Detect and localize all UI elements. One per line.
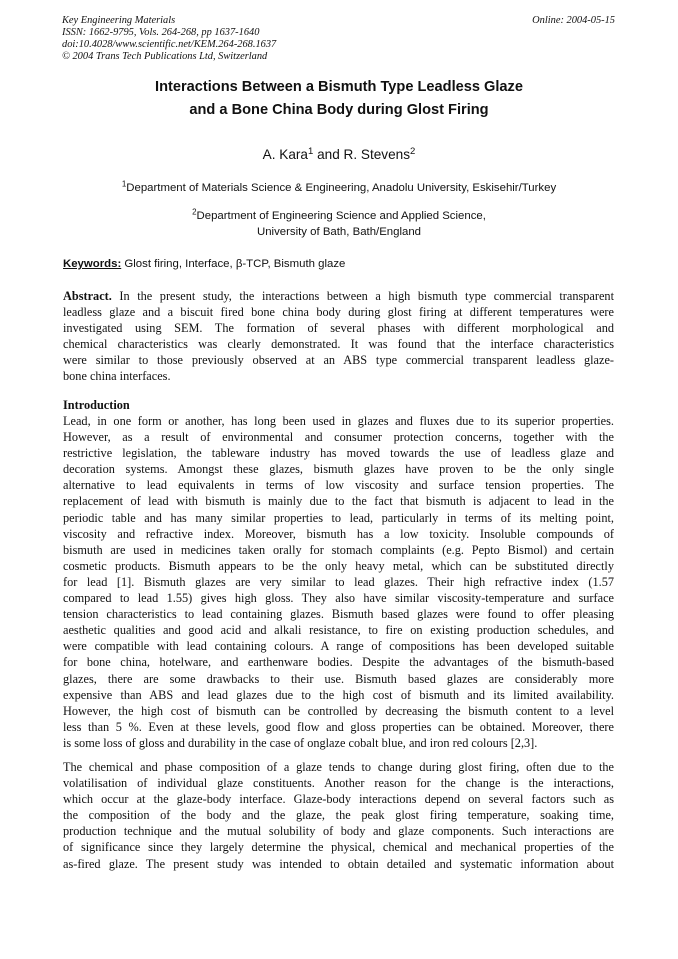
author-2-affil-mark: 2	[410, 145, 416, 157]
intro-line: compared to lead 1.55) gives high gloss. They also have similar viscosity-temperature and surface	[63, 591, 614, 606]
intro-line: However, as a result of environmental and consumer protection concerns, together with the	[63, 430, 614, 445]
abstract-line: were similar to those previously observed at an ABS type commercial transparent leadless glaze-	[63, 353, 614, 368]
introduction-paragraph-2	[63, 759, 614, 872]
intro-line: decoration systems. Amongst these glazes, bismuth glazes have proven to be the only single	[63, 462, 614, 477]
affiliation-2-line-1: Department of Engineering Science and Applied Science,	[196, 210, 486, 222]
keywords-label: Keywords:	[63, 258, 122, 270]
intro-line: expensive than ABS and lead glazes due to the high cost of bismuth and its limited availability.	[63, 687, 614, 702]
paper-title	[0, 76, 678, 122]
affiliation-2-mark: 2	[192, 207, 197, 217]
affiliation-2-line-2: University of Bath, Bath/England	[257, 226, 421, 238]
para2-line: production technique and the mutual solubility of body and glaze components. Such interactions are	[63, 824, 614, 839]
keywords	[63, 256, 345, 272]
intro-line: tension characteristics to lead containing glazes. Bismuth based glazes were found to offer pleasing	[63, 607, 614, 622]
online-date: Online: 2004-05-15	[532, 15, 615, 26]
intro-line: less than 5 %. Even at these levels, good flow and gloss properties can be obtained. Moreover, there	[63, 719, 614, 734]
intro-line: cosmetic products. Bismuth appears to be the only heavy metal, which can be substituted directly	[63, 558, 614, 573]
intro-line: glazes, there are some drawbacks to their use. Bismuth based glazes are considerably more	[63, 671, 614, 686]
intro-line: restrictive legislation, the tableware industry has moved towards the use of leadless glaze and	[63, 446, 614, 461]
intro-line: for bone china, hotelware, and earthenware bodies. Despite the advantages of the bismuth-based	[63, 655, 614, 670]
journal-name: Key Engineering Materials	[62, 15, 176, 26]
affiliation-2	[0, 208, 678, 240]
intro-line: alternative to lead equivalents in terms of low viscosity and surface tension properties. The	[63, 478, 614, 493]
introduction-paragraph-1	[63, 413, 614, 751]
para2-line: the composition of the body and the glaze, the peak glost firing temperature, soaking time,	[63, 808, 614, 823]
intro-line: periodic table and has many similar properties to lead, particularly in terms of its melting point,	[63, 510, 614, 525]
intro-line: for lead [1]. Bismuth glazes are very similar to lead glazes. Their high refractive index (1.57	[63, 574, 614, 589]
author-1-name: A. Kara	[262, 147, 308, 162]
para2-line: of significance since they largely determine the physical, chemical and mechanical properties of the	[63, 840, 614, 855]
intro-line: replacement of lead with bismuth is mainly due to the fact that bismuth is adjacent to lead in the	[63, 494, 614, 509]
affiliation-1-mark: 1	[121, 179, 127, 189]
intro-line: viscosity and refractive index. Moreover, bismuth has a low toxicity. Insoluble compounds of	[63, 526, 614, 541]
author-list	[0, 146, 678, 164]
affiliation-1-text: Department of Materials Science & Engineering, Anadolu University, Eskisehir/Turkey	[126, 182, 557, 194]
title-line-2: and a Bone China Body during Glost Firing	[189, 102, 489, 118]
author-1-affil-mark: 1	[308, 145, 314, 157]
journal-header	[62, 15, 276, 63]
abstract-line: bone china interfaces.	[63, 369, 171, 384]
issn-line: ISSN: 1662-9795, Vols. 264-268, pp 1637-1640	[62, 27, 260, 38]
intro-line: is some loss of gloss and durability in the case of onglaze cobalt blue, and iron red colours [2,3].	[63, 735, 538, 750]
abstract-line: investigated using SEM. The formation of several phases with different morphological and	[63, 321, 614, 336]
para2-line: which occur at the glaze-body interface. Glaze-body interactions depend on several factors such as	[63, 792, 614, 807]
author-separator: and	[313, 147, 344, 162]
copyright-line: © 2004 Trans Tech Publications Ltd, Switzerland	[62, 51, 268, 62]
para2-line: as-fired glaze. The present study was intended to obtain detailed and systematic information about	[63, 856, 614, 871]
abstract-label: Abstract.	[63, 289, 112, 303]
intro-line: aesthetic qualities and good acid and alkali resistance, to fire on existing production schedules, and	[63, 623, 614, 638]
doi-line: doi:10.4028/www.scientific.net/KEM.264-268.1637	[62, 39, 277, 50]
affiliation-1	[0, 180, 678, 196]
abstract-line: leadless glaze and a biscuit fired bone china body during glost firing at different temperatures were	[63, 305, 614, 320]
intro-line: However, the high cost of bismuth can be controlled by decreasing the bismuth content to a level	[63, 703, 614, 718]
abstract-line: chemical characteristics was clearly demonstrated. It was found that the interface characteristics	[63, 337, 614, 352]
para2-line: The chemical and phase composition of a glaze tends to change during glost firing, often due to the	[63, 760, 614, 774]
intro-line: were compatible with lead containing colours. A range of compositions has been developed suitable	[63, 639, 614, 654]
abstract-line	[63, 288, 614, 304]
para2-line: volatilisation of individual glaze constituents. Another reason for the change is the interactions,	[63, 776, 614, 791]
author-2-name: R. Stevens	[343, 147, 411, 162]
section-heading-introduction: Introduction	[63, 398, 130, 412]
abstract	[63, 288, 614, 385]
intro-line: Lead, in one form or another, has long been used in glazes and fluxes due to its superior properties.	[63, 414, 614, 428]
abstract-line-text: In the present study, the interactions between a high bismuth type commercial transparent	[111, 289, 614, 303]
keywords-text: Glost firing, Interface, β-TCP, Bismuth glaze	[121, 258, 346, 270]
intro-line: bismuth are used in medicines taken orally for stomach complaints (e.g. Pepto Bismol) and certain	[63, 542, 614, 557]
title-line-1: Interactions Between a Bismuth Type Leadless Glaze	[155, 79, 523, 95]
